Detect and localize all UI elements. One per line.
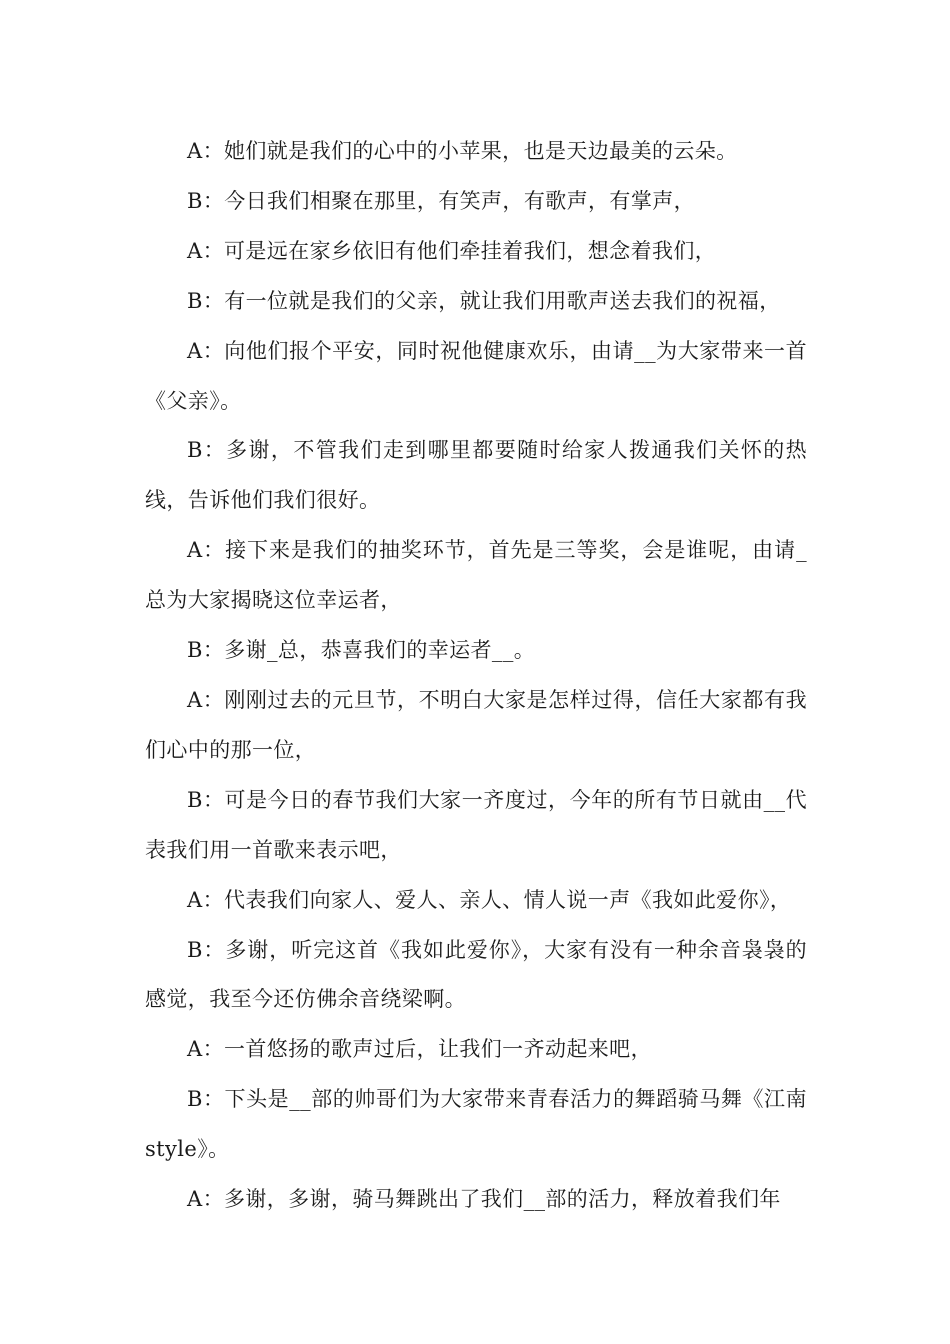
dialogue-line: A：刚刚过去的元旦节，不明白大家是怎样过得，信任大家都有我们心中的那一位， — [145, 687, 807, 762]
dialogue-line: B：今日我们相聚在那里，有笑声，有歌声，有掌声， — [187, 188, 696, 213]
dialogue-line: B：多谢，听完这首《我如此爱你》，大家有没有一种余音袅袅的感觉，我至今还仿佛余音绕梁啊。 — [145, 937, 807, 1012]
dialogue-line: B：多谢_总，恭喜我们的幸运者__。 — [187, 638, 536, 663]
dialogue-line: B：多谢，不管我们走到哪里都要随时给家人拨通我们关怀的热线，告诉他们我们很好。 — [145, 438, 807, 513]
dialogue-line: A：一首悠扬的歌声过后，让我们一齐动起来吧， — [187, 1037, 652, 1062]
dialogue-line: B：下头是__部的帅哥们为大家带来青春活力的舞蹈骑马舞《江南style》。 — [145, 1087, 807, 1162]
dialogue-line: B：有一位就是我们的父亲，就让我们用歌声送去我们的祝福， — [187, 288, 781, 313]
dialogue-line: A：接下来是我们的抽奖环节，首先是三等奖，会是谁呢，由请_总为大家揭晓这位幸运者， — [145, 538, 807, 613]
dialogue-line: A：向他们报个平安，同时祝他健康欢乐，由请__为大家带来一首《父亲》。 — [145, 338, 807, 413]
dialogue-script — [145, 127, 807, 1225]
dialogue-line: A：她们就是我们的心中的小苹果，也是天边最美的云朵。 — [187, 139, 738, 163]
dialogue-line: A：代表我们向家人、爱人、亲人、情人说一声《我如此爱你》， — [187, 887, 792, 912]
dialogue-line: A：多谢，多谢，骑马舞跳出了我们__部的活力，释放着我们年 — [187, 1187, 781, 1212]
dialogue-line: B：可是今日的春节我们大家一齐度过，今年的所有节日就由__代表我们用一首歌来表示吧， — [145, 787, 807, 862]
dialogue-line: A：可是远在家乡依旧有他们牵挂着我们，想念着我们， — [187, 238, 717, 263]
